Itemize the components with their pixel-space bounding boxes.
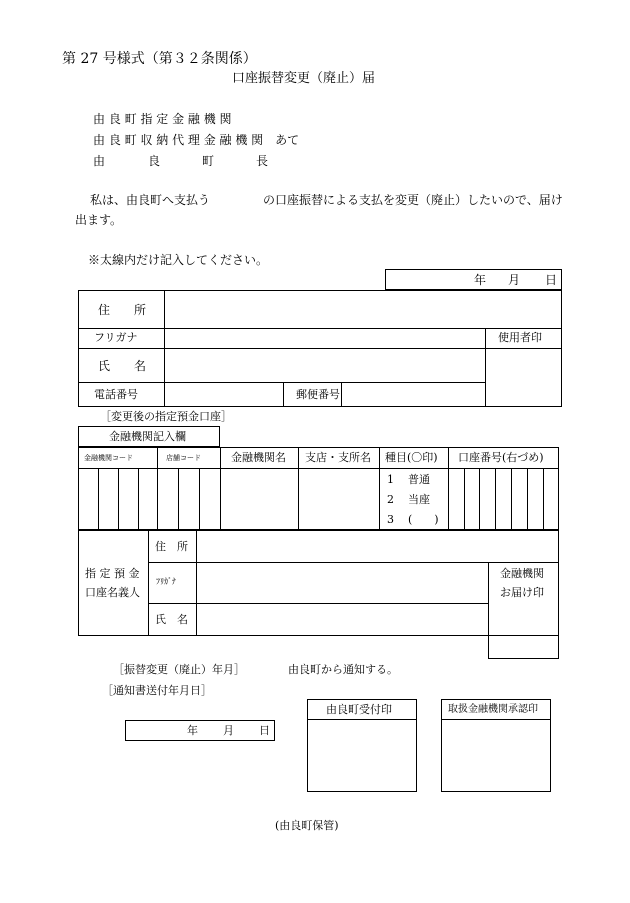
type-current[interactable]: 当座: [408, 493, 430, 506]
holder-furigana-label: ﾌﾘｶﾞﾅ: [156, 577, 176, 586]
branch-code-header: 店舗コード: [166, 454, 201, 462]
body-text-end: 出ます。: [75, 213, 123, 227]
type-other[interactable]: ( ): [408, 513, 439, 526]
account-section-caption: ［変更後の指定預金口座］: [100, 410, 232, 423]
addressee-agent-bank: 由 良 町 収 納 代 理 金 融 機 関 あて: [93, 133, 300, 147]
bank-seal-area[interactable]: [488, 603, 559, 659]
name-label: 氏 名: [98, 359, 147, 373]
phone-label: 電話番号: [94, 388, 138, 401]
address-label: 住 所: [98, 303, 147, 317]
holder-label-line2: 口座名義人: [85, 586, 140, 599]
sent-day-label: 日: [259, 724, 270, 737]
holder-name-field[interactable]: [198, 605, 487, 635]
form-title: 口座振替変更（廃止）届: [232, 71, 376, 86]
date-year-label: 年: [474, 273, 487, 287]
type-number-2: 2: [387, 493, 394, 506]
change-date-label: ［振替変更（廃止）年月］: [113, 663, 245, 676]
holder-furigana-field[interactable]: [198, 564, 487, 602]
bank-name-field[interactable]: [222, 470, 297, 528]
holder-address-label: 住 所: [155, 540, 188, 553]
type-ordinary[interactable]: 普通: [408, 473, 430, 486]
footer-note: (由良町保管): [275, 819, 339, 832]
addressee-mayor-2: 良: [148, 154, 161, 168]
user-seal-label: 使用者印: [498, 331, 542, 344]
type-number-3: 3: [387, 513, 394, 526]
bank-entry-label: 金融機関記入欄: [109, 430, 186, 443]
body-text-continued: の口座振替による支払を変更（廃止）したいので、届け: [263, 193, 563, 207]
sent-year-label: 年: [187, 724, 198, 737]
bank-seal-label-2: お届け印: [500, 586, 544, 599]
addressee-mayor-3: 町: [202, 154, 215, 168]
addressee-designated-bank: 由 良 町 指 定 金 融 機 関: [93, 112, 232, 126]
form-id: 第 27 号様式（第３２条関係）: [62, 51, 257, 67]
bank-code-header: 金融機関コード: [84, 454, 133, 462]
town-receipt-stamp-label: 由良町受付印: [326, 703, 392, 716]
addressee-mayor-1: 由: [93, 154, 106, 168]
name-field[interactable]: [166, 350, 483, 381]
phone-field[interactable]: [166, 384, 282, 406]
sent-month-label: 月: [223, 724, 234, 737]
holder-label-line1: 指 定 預 金: [85, 567, 140, 580]
body-text-start: 私は、由良町へ支払う: [90, 193, 211, 207]
addressee-mayor-4: 長: [256, 154, 269, 168]
sent-date-box[interactable]: [125, 720, 275, 741]
account-number-header: 口座番号(右づめ): [458, 451, 544, 464]
bank-seal-label-1: 金融機関: [500, 567, 544, 580]
type-number-1: 1: [387, 473, 394, 486]
user-seal-area[interactable]: [487, 350, 561, 406]
postal-label: 郵便番号: [296, 388, 340, 401]
furigana-label: フリガナ: [94, 331, 138, 344]
bank-approval-stamp-label: 取扱金融機関承認印: [448, 704, 538, 715]
account-type-header: 種目(〇印): [385, 451, 438, 464]
date-month-label: 月: [508, 273, 521, 287]
furigana-field[interactable]: [166, 330, 483, 347]
branch-name-field[interactable]: [300, 470, 378, 528]
sent-date-label: ［通知書送付年月日］: [102, 684, 212, 697]
bank-name-header: 金融機関名: [231, 451, 286, 464]
postal-field[interactable]: [343, 384, 483, 406]
holder-name-label: 氏 名: [155, 613, 188, 626]
notify-text: 由良町から通知する。: [288, 663, 398, 676]
holder-address-field[interactable]: [198, 532, 558, 561]
date-day-label: 日: [545, 273, 558, 287]
branch-name-header: 支店・支所名: [305, 451, 371, 464]
instruction-note: ※太線内だけ記入してください。: [88, 253, 269, 267]
address-field[interactable]: [166, 292, 483, 327]
